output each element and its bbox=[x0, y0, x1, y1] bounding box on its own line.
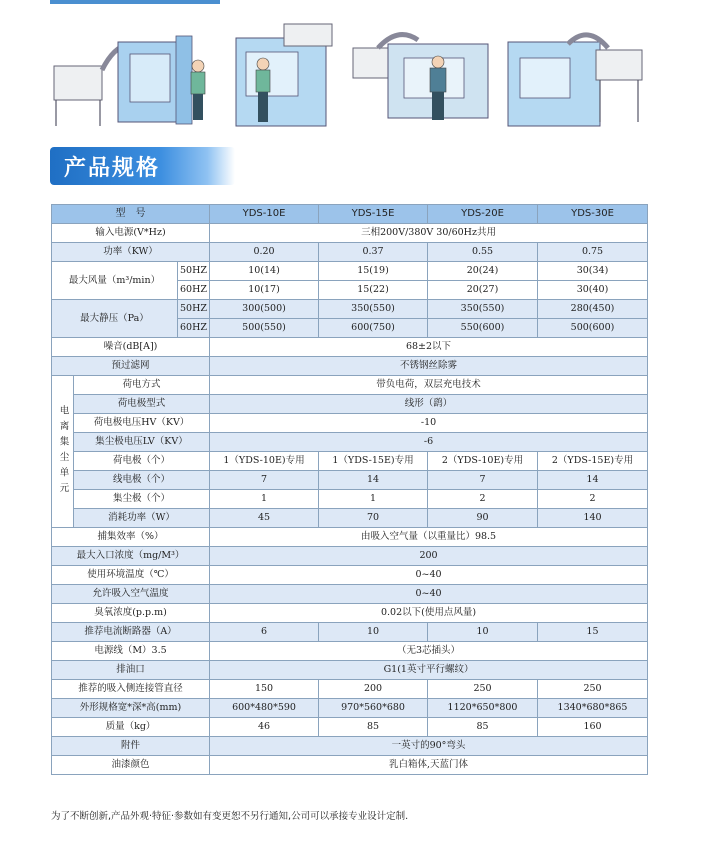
cell-value: 1 bbox=[210, 490, 319, 509]
cell-value: 2（YDS-10E)专用 bbox=[428, 452, 538, 471]
cell-value: 30(40) bbox=[538, 281, 648, 300]
hz-label: 50HZ bbox=[178, 300, 210, 319]
row-value: -6 bbox=[210, 433, 648, 452]
table-row bbox=[52, 528, 648, 547]
table-row bbox=[52, 433, 648, 452]
row-value: 带负电荷，双层充电技术 bbox=[210, 376, 648, 395]
row-value: 线形（鹞） bbox=[210, 395, 648, 414]
table-row bbox=[52, 243, 648, 262]
table-row bbox=[52, 604, 648, 623]
row-value: 由吸入空气量（以重量比）98.5 bbox=[210, 528, 648, 547]
row-label: 附件 bbox=[52, 737, 210, 756]
table-row bbox=[52, 585, 648, 604]
row-label: 使用环境温度（℃） bbox=[52, 566, 210, 585]
table-row bbox=[52, 566, 648, 585]
cell-value: 10(17) bbox=[210, 281, 319, 300]
cell-value: 0.75 bbox=[538, 243, 648, 262]
row-label: 荷电方式 bbox=[74, 376, 210, 395]
row-value: G1(1英寸平行螺纹） bbox=[210, 661, 648, 680]
hz-label: 60HZ bbox=[178, 319, 210, 338]
cell-value: 45 bbox=[210, 509, 319, 528]
cell-value: 90 bbox=[428, 509, 538, 528]
model-header: YDS-15E bbox=[319, 205, 428, 224]
table-row bbox=[52, 680, 648, 699]
machine-illustration-1 bbox=[54, 36, 205, 126]
cell-value: 20(27) bbox=[428, 281, 538, 300]
cell-value: 200 bbox=[319, 680, 428, 699]
top-accent-bar bbox=[50, 0, 220, 4]
hz-label: 60HZ bbox=[178, 281, 210, 300]
cell-value: 350(550) bbox=[428, 300, 538, 319]
cell-value: 70 bbox=[319, 509, 428, 528]
table-row bbox=[52, 338, 648, 357]
row-value: 三相200V/380V 30/60Hz共用 bbox=[210, 224, 648, 243]
cell-value: 85 bbox=[319, 718, 428, 737]
section-title: 产品规格 bbox=[64, 156, 161, 181]
table-row bbox=[52, 718, 648, 737]
cell-value: 15(19) bbox=[319, 262, 428, 281]
cell-value: 10 bbox=[428, 623, 538, 642]
row-label: 集尘极电压LV（KV） bbox=[74, 433, 210, 452]
table-row bbox=[52, 414, 648, 433]
table-row bbox=[52, 623, 648, 642]
cell-value: 10(14) bbox=[210, 262, 319, 281]
section-title-banner bbox=[50, 147, 235, 185]
cell-value: 15(22) bbox=[319, 281, 428, 300]
cell-value: 500(600) bbox=[538, 319, 648, 338]
row-label: 外形规格宽*深*高(mm) bbox=[52, 699, 210, 718]
row-label: 油漆颜色 bbox=[52, 756, 210, 775]
model-header: YDS-10E bbox=[210, 205, 319, 224]
cell-value: 14 bbox=[319, 471, 428, 490]
row-label: 荷电极型式 bbox=[74, 395, 210, 414]
row-value: 不锈钢丝除雾 bbox=[210, 357, 648, 376]
table-header-row bbox=[52, 205, 648, 224]
cell-value: 250 bbox=[538, 680, 648, 699]
cell-value: 46 bbox=[210, 718, 319, 737]
table-row bbox=[52, 452, 648, 471]
table-row bbox=[52, 300, 648, 319]
cell-value: 600*480*590 bbox=[210, 699, 319, 718]
row-value: （无3芯插头） bbox=[210, 642, 648, 661]
row-label: 推荐的吸入侧连接管直径 bbox=[52, 680, 210, 699]
row-label: 预过滤网 bbox=[52, 357, 210, 376]
footnote: 为了不断创新,产品外观·特征·参数如有变更恕不另行通知,公司可以承接专业设计定制. bbox=[51, 811, 409, 822]
machine-illustration-2 bbox=[236, 24, 332, 126]
row-label: 功率（KW） bbox=[52, 243, 210, 262]
table-row bbox=[52, 376, 648, 395]
cell-value: 1 bbox=[319, 490, 428, 509]
cell-value: 600(750) bbox=[319, 319, 428, 338]
row-label: 最大风量（m³/min） bbox=[52, 262, 178, 300]
machine-illustration-4 bbox=[508, 35, 642, 126]
cell-value: 0.37 bbox=[319, 243, 428, 262]
table-row bbox=[52, 509, 648, 528]
hz-label: 50HZ bbox=[178, 262, 210, 281]
row-label: 捕集效率（%） bbox=[52, 528, 210, 547]
row-value: -10 bbox=[210, 414, 648, 433]
table-row bbox=[52, 699, 648, 718]
cell-value: 140 bbox=[538, 509, 648, 528]
cell-value: 2 bbox=[538, 490, 648, 509]
row-value: 0~40 bbox=[210, 566, 648, 585]
table-row bbox=[52, 661, 648, 680]
row-label: 电源线（M）3.5 bbox=[52, 642, 210, 661]
cell-value: 85 bbox=[428, 718, 538, 737]
cell-value: 160 bbox=[538, 718, 648, 737]
cell-value: 550(600) bbox=[428, 319, 538, 338]
row-label: 噪音(dB[A]) bbox=[52, 338, 210, 357]
table-row bbox=[52, 262, 648, 281]
row-label: 臭氧浓度(p.p.m) bbox=[52, 604, 210, 623]
table-row bbox=[52, 547, 648, 566]
machine-illustrations bbox=[48, 18, 648, 138]
model-header: YDS-30E bbox=[538, 205, 648, 224]
cell-value: 7 bbox=[210, 471, 319, 490]
row-label: 线电极（个） bbox=[74, 471, 210, 490]
cell-value: 15 bbox=[538, 623, 648, 642]
header-label: 型 号 bbox=[52, 205, 210, 224]
cell-value: 10 bbox=[319, 623, 428, 642]
row-label: 排油口 bbox=[52, 661, 210, 680]
table-row bbox=[52, 737, 648, 756]
cell-value: 1（YDS-15E)专用 bbox=[319, 452, 428, 471]
cell-value: 1340*680*865 bbox=[538, 699, 648, 718]
row-label: 质量（kg） bbox=[52, 718, 210, 737]
cell-value: 30(34) bbox=[538, 262, 648, 281]
cell-value: 2 bbox=[428, 490, 538, 509]
cell-value: 500(550) bbox=[210, 319, 319, 338]
row-value: 0.02以下(使用点风量) bbox=[210, 604, 648, 623]
cell-value: 2（YDS-15E)专用 bbox=[538, 452, 648, 471]
table-row bbox=[52, 224, 648, 243]
row-label: 荷电极电压HV（KV） bbox=[74, 414, 210, 433]
row-label: 荷电极（个） bbox=[74, 452, 210, 471]
cell-value: 1（YDS-10E)专用 bbox=[210, 452, 319, 471]
spec-table bbox=[51, 204, 648, 775]
row-value: 0~40 bbox=[210, 585, 648, 604]
row-label: 输入电源(V*Hz) bbox=[52, 224, 210, 243]
cell-value: 150 bbox=[210, 680, 319, 699]
machine-illustration-3 bbox=[353, 35, 488, 120]
cell-value: 350(550) bbox=[319, 300, 428, 319]
row-label: 推荐电流断路器（A） bbox=[52, 623, 210, 642]
cell-value: 280(450) bbox=[538, 300, 648, 319]
cell-value: 6 bbox=[210, 623, 319, 642]
cell-value: 14 bbox=[538, 471, 648, 490]
cell-value: 970*560*680 bbox=[319, 699, 428, 718]
model-header: YDS-20E bbox=[428, 205, 538, 224]
table-row bbox=[52, 756, 648, 775]
cell-value: 0.20 bbox=[210, 243, 319, 262]
row-value: 乳白箱体,天蓝门体 bbox=[210, 756, 648, 775]
row-label: 消耗功率（W） bbox=[74, 509, 210, 528]
table-row bbox=[52, 471, 648, 490]
table-row bbox=[52, 395, 648, 414]
row-value: 68±2以下 bbox=[210, 338, 648, 357]
row-label: 允许吸入空气温度 bbox=[52, 585, 210, 604]
cell-value: 20(24) bbox=[428, 262, 538, 281]
table-row bbox=[52, 490, 648, 509]
row-value: 一英寸的90°弯头 bbox=[210, 737, 648, 756]
cell-value: 250 bbox=[428, 680, 538, 699]
cell-value: 0.55 bbox=[428, 243, 538, 262]
row-label: 最大入口浓度（mg/M³） bbox=[52, 547, 210, 566]
cell-value: 7 bbox=[428, 471, 538, 490]
row-label: 集尘极（个） bbox=[74, 490, 210, 509]
row-value: 200 bbox=[210, 547, 648, 566]
cell-value: 300(500) bbox=[210, 300, 319, 319]
table-row bbox=[52, 357, 648, 376]
table-row bbox=[52, 642, 648, 661]
cell-value: 1120*650*800 bbox=[428, 699, 538, 718]
ion-unit-side-label: 电离集尘单元 bbox=[52, 376, 74, 528]
row-label: 最大静压（Pa） bbox=[52, 300, 178, 338]
